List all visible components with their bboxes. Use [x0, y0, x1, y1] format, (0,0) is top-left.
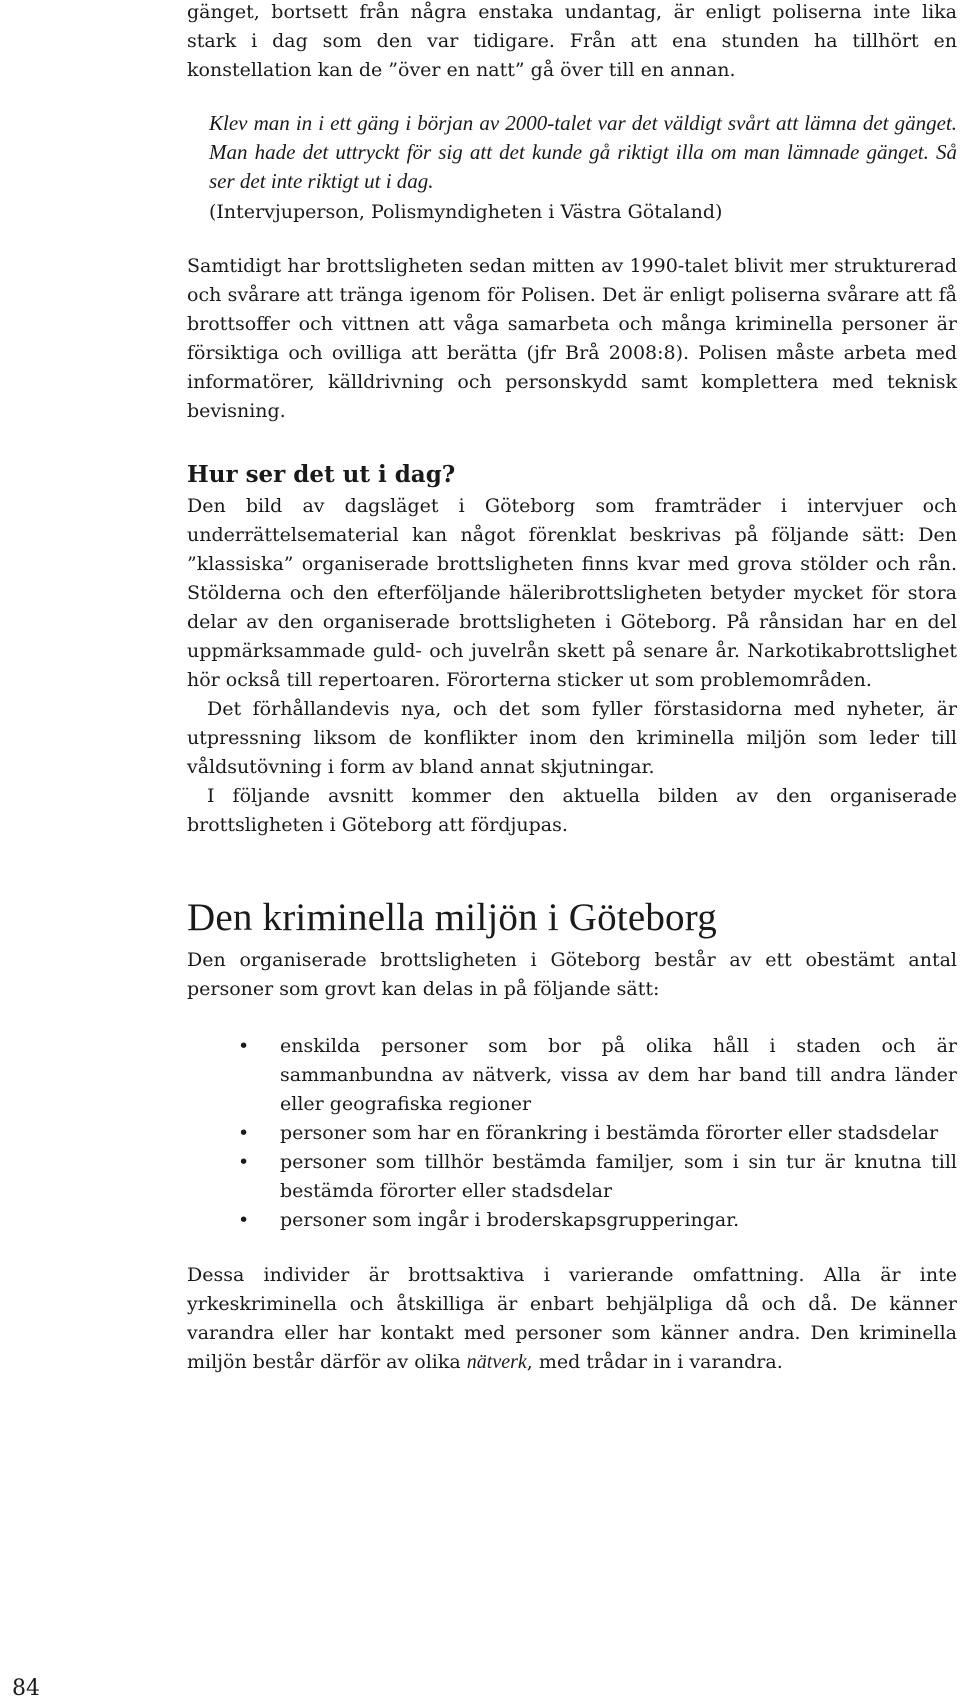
quote-text: Klev man in i ett gäng i början av 2000-talet var det väldigt svårt att lämna det gänget. Man hade det uttryckt för sig att det kunde gå riktigt illa om man lämnade gänget. Så ser det inte riktigt ut i dag.: [209, 111, 957, 193]
list-item: [238, 1032, 957, 1119]
bullet-icon: •: [238, 1035, 250, 1057]
body-paragraph-continuation: gänget, bortsett från några enstaka undantag, är enligt poliserna inte lika stark i dag som den var tidigare. Från att ena stunden ha tillhört en konstellation kan de ”över en natt” gå över till en annan.: [187, 1, 957, 81]
list-item-text: personer som tillhör bestämda familjer, som i sin tur är knutna till bestämda förorter eller stadsdelar: [280, 1151, 957, 1202]
closing-paragraph: [187, 1261, 957, 1377]
bullet-icon: •: [238, 1122, 250, 1144]
section-heading: Den kriminella miljön i Göteborg: [187, 896, 717, 939]
subheading-today: Hur ser det ut i dag?: [187, 461, 456, 488]
body-paragraph-today-1: Den bild av dagsläget i Göteborg som framträder i intervjuer och underrättelsematerial kan något förenklat beskrivas på följande sätt: Den ”klassiska” organiserade brottsligheten finns kvar med grova stölder och rån. Stölderna och den efterföljande häleribrottsligheten betyder mycket för stora delar av den organiserade brottsligheten i Göteborg. På rånsidan har en del uppmärksammade guld- och juvelrån skett på senare år. Narkotikabrottslighet hör också till repertoaren. Förorterna sticker ut som problemområden.: [187, 495, 957, 691]
list-item-text: enskilda personer som bor på olika håll i staden och är sammanbundna av nätverk, vissa av dem har band till andra länder eller geografiska regioner: [280, 1035, 957, 1115]
emphasized-term: nätverk: [466, 1351, 527, 1373]
quote-source: (Intervjuperson, Polismyndigheten i Västra Götaland): [209, 201, 723, 223]
document-page: [187, 0, 957, 1377]
body-paragraph-today-2: Det förhållandevis nya, och det som fyller förstasidorna med nyheter, är utpressning liksom de konflikter inom den kriminella miljön som leder till våldsutövning i form av bland annat skjutningar.: [187, 698, 957, 778]
closing-text-end: , med trådar in i varandra.: [526, 1351, 783, 1373]
bullet-icon: •: [238, 1151, 250, 1173]
list-item-text: personer som har en förankring i bestämda förorter eller stadsdelar: [280, 1122, 939, 1144]
interview-quote: [187, 109, 957, 228]
page-number: 84: [12, 1676, 40, 1701]
body-paragraph-structure: Samtidigt har brottsligheten sedan mitten av 1990-talet blivit mer strukturerad och svårare att tränga igenom för Polisen. Det är enligt poliserna svårare att få brottsoffer och vittnen att våga samarbeta och många kriminella personer är försiktiga och ovilliga att berätta (jfr Brå 2008:8). Polisen måste arbeta med informatörer, källdrivning och personskydd samt komplettera med teknisk bevisning.: [187, 255, 957, 422]
body-paragraph-today-3: I följande avsnitt kommer den aktuella bilden av den organiserade brottsligheten i Göteborg att fördjupas.: [187, 785, 957, 836]
list-item-text: personer som ingår i broderskapsgrupperingar.: [280, 1209, 740, 1231]
list-item: [238, 1148, 957, 1206]
section-intro: Den organiserade brottsligheten i Göteborg består av ett obestämt antal personer som grovt kan delas in på följande sätt:: [187, 949, 957, 1000]
bullet-icon: •: [238, 1209, 250, 1231]
closing-text-start: Dessa individer är brottsaktiva i varierande omfattning. Alla är inte yrkeskriminella och åtskilliga är enbart behjälpliga då och då. De känner varandra eller har kontakt med personer som känner andra. Den kriminella miljön består därför av olika: [187, 1264, 957, 1373]
bullet-list: [187, 1032, 957, 1235]
list-item: [238, 1206, 957, 1235]
list-item: [238, 1119, 957, 1148]
